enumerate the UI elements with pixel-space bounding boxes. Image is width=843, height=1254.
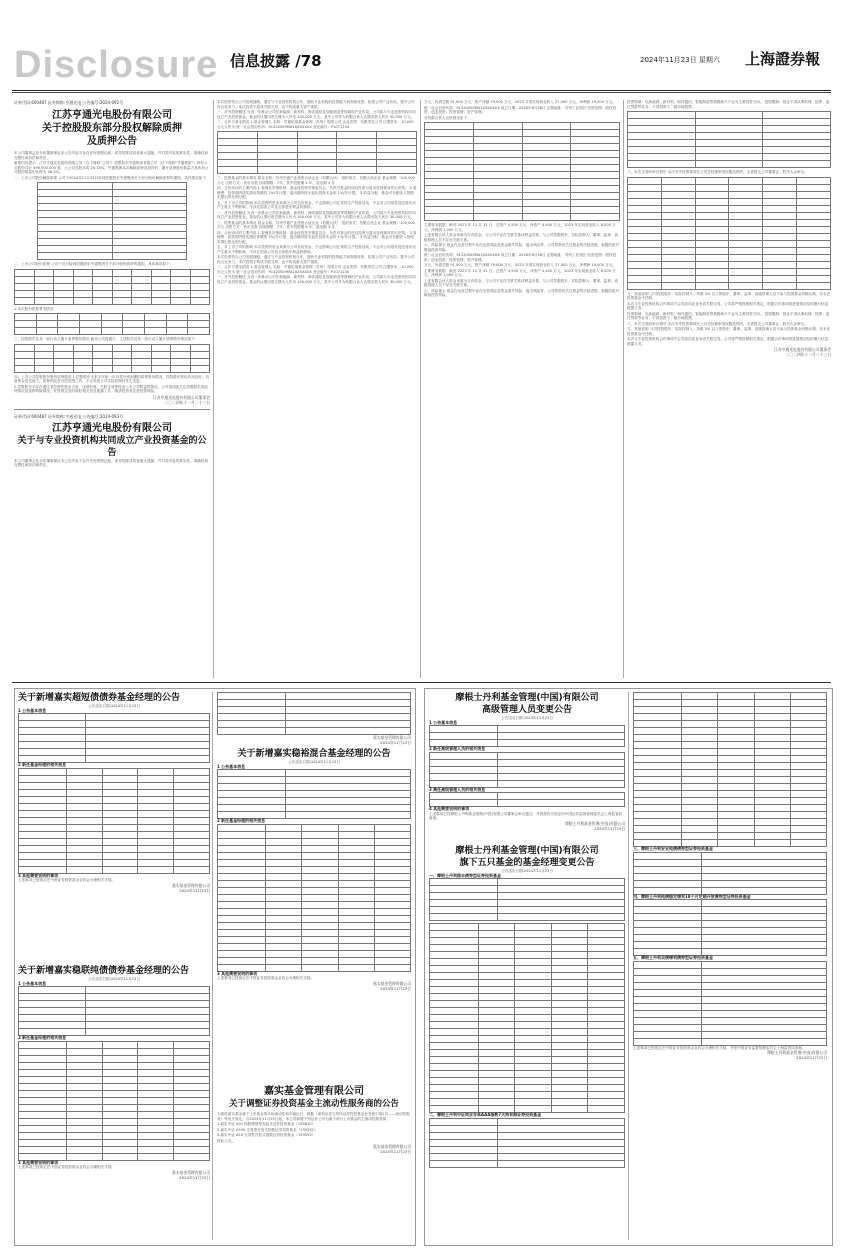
notice-title-fund: 关于与专业投资机构共同成立产业投资基金的公告 <box>17 435 207 458</box>
company-name: 摩根士丹利基金管理(中国)有限公司 <box>455 693 599 703</box>
manager-info: 二、合作方基本情况 1.基金管理人 名称：亨通私募基金管理（苏州）有限公司 企业类型：有限责任公司 注册资本：10,000 万元人民币 统一社会信用代码：91320509MA1XXXXXXX 登记编号：P1071234 <box>217 120 414 129</box>
notice-ms-manager-change <box>429 845 625 1240</box>
notice-date: 公告送出日期:2024年11月23日 <box>501 869 553 873</box>
manager-table <box>217 824 411 972</box>
impact-repeat: 五、对上市公司的影响 本次投资的资金来源为公司自有资金，不会影响公司正常的生产经营活动，不会对公司财务及经营状况产生重大不利影响，不存在损害公司及全体股东利益的情形。 <box>217 245 416 254</box>
fund-table <box>633 852 827 895</box>
fund-section-4: 四、摩根士丹利纯债稳定增利18个月定期开放债券型证券投资基金 <box>633 893 751 899</box>
section-heading: 2 新任基金经理的相关信息 <box>18 762 67 767</box>
section-heading: 3 其他需要说明的事项 <box>217 970 258 976</box>
signature-company: 嘉实基金管理有限公司 <box>373 980 411 986</box>
manager-table <box>18 768 210 874</box>
risk-statement: 2.控股股东不存在通过非经营性资金占用、违规担保、关联交易等侵害上市公司利益的情况。公司将持续关注控股股东的质押情况及质押风险情况，并按规定及时做好相关信息披露工作，敬请投资者注意投资风险。 <box>14 384 208 393</box>
issue-date: 2024年11月23日 星期六 <box>640 56 720 64</box>
basic-info-table <box>18 986 210 1036</box>
notice-body: 上述事项已按规定在中国证券投资基金业协会办理相关手续。 <box>217 976 315 980</box>
notice-harvest-liquidity <box>217 1085 411 1240</box>
partner-table <box>217 131 417 174</box>
section-heading: 2 新任基金经理的相关信息 <box>217 818 266 823</box>
notice-date: 公告送出日期:2024年11月23日 <box>288 760 340 764</box>
partnership-agreement: 四、合伙协议的主要内容 1.管理及决策机制：基金设投资决策委员会，负责对基金的项目投资与退出变现事项作出决策。 2.管理费：投资期内按实缴出资额的 2%/年计提；退出期内按未退出投资本金的 1%/年计提。 3.收益分配：基金可分配收入按照实缴出资比例分配。 <box>217 186 417 199</box>
notice-fund-column-2 <box>217 100 417 678</box>
notice-body: 上述事项已按规定在中国证券投资基金业协会办理相关手续。 <box>18 1165 116 1169</box>
notice-body: 为促进嘉实基金旗下上市基金的市场流动性和平稳运行，根据《深圳证券交易所证券投资基金业务指引第2号——流动性服务》等有关规定，自2024年11月25日起，本公司新增下列证券公司为旗下部分上市基金的主流动性服务商。 <box>217 1112 410 1121</box>
fund-section-2: 二、摩根士丹利中证同业存单AAA指数7天持有期证券投资基金 <box>429 1112 542 1117</box>
notice-harvest-stable-bond <box>18 965 210 1240</box>
fund-overview-repeat-2: 一、对外投资概述 为进一步推动公司在新能源、新材料、海洋通信及智能制造等领域的产业布局，公司拟与专业投资机构共同设立产业投资基金。基金的认缴出资总额为人民币 100,000 万元，其中公司作为有限合伙人认缴出资人民币 30,000 万元。 <box>217 275 416 284</box>
cumulative-table <box>14 344 210 373</box>
disclosure-repeat: 本次与专业投资机构合作事项不会导致同业竞争或关联交易。公司将严格按照相关规定，根据合作事项的进展情况及时履行信息披露义务。 <box>627 337 829 346</box>
notice-title: 关于控股股东部分股权解除质押 <box>42 123 182 134</box>
notice-harvest-stable-mixed <box>217 692 411 1047</box>
page-header <box>0 0 843 92</box>
basic-info-table <box>217 769 411 819</box>
signature-date: 2024年11月23日 <box>380 985 411 991</box>
risk-repeat: 六、风险提示 基金在运营过程中存在运营风险及资金损失风险、退出风险等，公司将密切关注基金的后续进展，积极防范并降低投资风险。 <box>424 288 620 297</box>
signature-date: 2024年11月23日 <box>380 1149 411 1154</box>
statement: 本公司董事会及全体董事保证本公告内容不存在任何虚假记载、误导性陈述或者重大遗漏，并对其内容的真实性、准确性和完整性承担法律责任。 <box>14 151 209 160</box>
signature-company: 摩根士丹利基金管理(中国)有限公司 <box>565 820 625 826</box>
partner-relation: 上述有限合伙人资金来源为自有资金，与公司不存在关联关系或利益安排，与公司控股股东、实际控制人、董事、监事、高级管理人员不存在关联关系。 <box>424 233 619 242</box>
notice-title: 高级管理人员变更公告 <box>481 705 572 715</box>
section-heading: 1 公告基本信息 <box>18 980 47 986</box>
disclosure-commitment: 本次与专业投资机构合作事项不会导致同业竞争或关联交易。公司将严格按照相关规定，根据合作事项的进展情况及时履行信息披露义务。 <box>627 301 829 310</box>
notice-fund-column-4 <box>627 100 831 678</box>
header-rule <box>12 90 831 91</box>
manager-table <box>633 692 827 847</box>
financials-repeat: 万元，负债总额 91,000 万元，资产净额 79,000 万元，2023 年度实现营业收入 27,000 万元，净利润 19,000 万元。 <box>424 263 616 267</box>
signature-board: 江苏亨通光电股份有限公司董事会 <box>153 394 210 400</box>
pledge-table <box>14 269 210 305</box>
release-table <box>37 182 187 260</box>
partner-relation-repeat: 上述有限合伙人资金来源为自有资金，与公司不存在关联关系或利益安排，与公司控股股东、实际控制人、董事、监事、高级管理人员不存在关联关系。 <box>424 278 619 287</box>
pledge-situation: 四、上市公司控股股东股份质押情况 1.控股股东未来半年和一年内将分别到期的质押股份情况。控股股东资信状况良好，具备资金偿还能力，质押风险在可控范围之内，不会导致公司实际控制权发生变更。 <box>14 374 210 383</box>
section-heading: 3 其他需要说明的事项 <box>18 872 59 878</box>
section-heading: 2 新任基金经理的相关信息 <box>18 1035 67 1040</box>
partner-registration: 统一社会信用代码：91320500MA1XXXXXXX 成立日期：2016年6月28日 注册地址：苏州工业园区 经营范围：股权投资；创业投资；投资管理；资产管理。 <box>424 105 617 114</box>
signature-board-2: 江苏亨通光电股份有限公司董事会 <box>774 347 831 352</box>
newspaper-masthead: 上海證券報 <box>745 50 821 68</box>
fund-item: 3.嘉实中证 A50 交易型开放式指数证券投资基金（159592） <box>217 1133 316 1137</box>
notice-title: 关于新增嘉实稳联纯债债券基金经理的公告 <box>18 966 190 976</box>
signature-date-2: 二〇二四年十一月二十三日 <box>785 352 831 357</box>
company-name: 江苏亨通光电股份有限公司 <box>52 110 172 121</box>
notice-title-line2: 及质押公告 <box>87 136 137 147</box>
company-name: 摩根士丹利基金管理(中国)有限公司 <box>455 846 599 856</box>
section-release: 一、上市公司股份解除质押 公司于2024年11月22日收到控股股东亨通集团关于部分股份解除质押的通知，具体情况如下： <box>14 175 210 180</box>
signature-date: 二〇二四年十一月二十三日 <box>164 399 210 405</box>
closing: 特此公告。 <box>217 1138 235 1143</box>
notice-body: 上述事项已按规定在中国证券投资基金业协会办理相关手续。 <box>18 878 116 882</box>
notice-code: 证券代码:600487 证券简称:亨通光电 公告编号:2024-092号 <box>14 100 124 105</box>
fund-table <box>633 961 827 1046</box>
leaving-executive-table <box>429 792 625 807</box>
fund-basic: 三、投资基金的基本情况 基金名称：苏州亨通产业投资合伙企业（有限合伙） 组织形式：有限合伙企业 基金规模：100,000 万元 出资方式：货币出资 存续期限：7年，其中投资期 4 年，退出期 3 年 <box>217 176 415 185</box>
signature-date: 2024年11月23日 <box>179 1174 210 1180</box>
notice-ms-executive-change <box>429 692 625 842</box>
company-name-2: 江苏亨通光电股份有限公司 <box>52 422 172 434</box>
notice-body: 上述事项已经摩根士丹利基金管理(中国)有限公司董事会审议通过，并将按有关规定向中国证券监督管理委员会上海监管局备案。 <box>429 811 623 820</box>
fund-summary: 本次投资符合公司发展战略，通过与专业投资机构合作，借助专业机构的投资能力和资源优势，拓展公司产业布局，提升公司综合竞争力。本次投资不构成关联交易，也不构成重大资产重组。 <box>217 100 415 109</box>
other-notes-repeat: 九、其他说明 公司控股股东、实际控制人、持股 5% 以上的股东、董事、监事、高级管理人员不参与投资基金份额认购，亦未在投资基金中任职。 <box>627 327 831 336</box>
approval-procedure: 八、本次交易的审议程序 本次对外投资事项在公司总经理审批权限范围内，无需提交公司董事会、股东大会审议。 <box>627 170 808 174</box>
partnership-repeat: 四、合伙协议的主要内容 1.管理及决策机制：基金设投资决策委员会，负责对基金的项目投资与退出变现事项作出决策。 2.管理费：投资期内按实缴出资额的 2%/年计提；退出期内按未退出投资本金的 1%/年计提。 3.收益分配：基金可分配收入按照实缴出资比例分配。 <box>217 230 417 244</box>
manager-table <box>18 1041 210 1161</box>
approval-repeat: 八、本次交易的审议程序 本次对外投资事项在公司总经理审批权限范围内，无需提交公司董事会、股东大会审议。 <box>627 321 808 326</box>
risk-warning: 六、风险提示 基金在运营过程中存在运营风险及资金损失风险、退出风险等，公司将密切关注基金的后续进展，积极防范并降低投资风险。 <box>424 243 620 252</box>
financials: 万元，负债总额 91,000 万元，资产净额 79,000 万元，2023 年度实现营业收入 27,000 万元，净利润 19,000 万元。 <box>424 100 616 104</box>
notice-date: 公告送出日期:2024年11月23日 <box>501 716 553 720</box>
partner-table-caption: 各有限合伙人出资情况如下： <box>424 115 471 120</box>
fund-item: 2.嘉实中证 A500 交易型开放式指数证券投资基金（159351） <box>217 1127 318 1132</box>
column-divider <box>212 692 213 1240</box>
pledge-basic: 1.本次股份质押基本情况 <box>14 306 54 311</box>
manager-table <box>429 923 625 1113</box>
company-name: 嘉实基金管理有限公司 <box>264 1086 364 1097</box>
continued-table <box>217 692 411 735</box>
signature-company: 嘉实基金管理有限公司 <box>373 735 411 740</box>
fund-item: 1.嘉实中证 500 指数增强型发起式证券投资基金（159610） <box>217 1122 316 1126</box>
notice-title: 关于新增嘉实稳裕混合基金经理的公告 <box>237 749 391 759</box>
section-heading: 3 其他需要说明的事项 <box>18 1159 59 1165</box>
basic-info-table <box>18 713 210 763</box>
column-divider <box>420 100 421 678</box>
contribution-table <box>424 122 620 221</box>
signature-company: 嘉实基金管理有限公司 <box>172 882 210 888</box>
signature-date: 2024年11月23日 <box>796 1055 827 1060</box>
notice-title: 关于调整证券投资基金主流动性服务商的公告 <box>228 1099 399 1109</box>
notice-fund-column-3 <box>424 100 620 678</box>
notice-title: 旗下五只基金的基金经理变更公告 <box>459 858 595 868</box>
notice-ms-manager-change-cont <box>633 692 827 1240</box>
cumulative-pledge: 三、控股股东及其一致行动人累计质押股份情况 截至公告披露日，上述股东及其一致行动人累计质押股份情况如下： <box>14 337 199 341</box>
signature-date: 2024年11月23日 <box>594 825 625 831</box>
summary-repeat: 本次投资符合公司发展战略，通过与专业投资机构合作，借助专业机构的投资能力和资源优势，拓展公司产业布局，提升公司综合竞争力。本次投资不构成关联交易，也不构成重大资产重组。 <box>217 255 415 264</box>
section-heading: 4 其他需要说明的事项 <box>429 806 470 811</box>
key-points: 重要内容提示：江苏亨通光电股份有限公司（以下简称"公司"）控股股东亨通集团有限公司（以下简称"亨通集团"）持有公司股份共计 496,500,000 股，占公司总股本的 20.13%。亨通集团本次解除质押及质押后，累计质押股份数量占其所持公司股份数量的比例为 46.5%。 <box>14 161 209 174</box>
fund-section-3: 三、摩根士丹利安业纯债债券型证券投资基金 <box>633 846 713 851</box>
section-title: 信息披露 /78 <box>230 52 322 70</box>
section-heading: 1 公告基本信息 <box>18 707 47 713</box>
section-divider <box>12 682 831 683</box>
disclosure-logo: Disclosure <box>14 44 219 86</box>
column-divider <box>213 100 214 678</box>
fund-basic-repeat: 三、投资基金的基本情况 基金名称：苏州亨通产业投资合伙企业（有限合伙） 组织形式：有限合伙企业 基金规模：100,000 万元 出资方式：货币出资 存续期限：7年，其中投资期 4 年，退出期 3 年 <box>217 220 415 229</box>
notice-harvest-ultra-short <box>18 692 210 962</box>
manager-repeat: 二、合作方基本情况 1.基金管理人 名称：亨通私募基金管理（苏州）有限公司 企业类型：有限责任公司 注册资本：10,000 万元人民币 统一社会信用代码：91320509MA1XXXXXXX 登记编号：P1071234 <box>217 265 414 274</box>
header-rule-thin <box>12 92 831 93</box>
other-notes: 九、其他说明 公司控股股东、实际控制人、持股 5% 以上的股东、董事、监事、高级管理人员不参与投资基金份额认购，亦未在投资基金中任职。 <box>627 291 831 300</box>
notice-body: 上述事项已按规定在中国证券投资基金业协会办理相关手续，并报中国证券监督管理委员会上海监管局备案。 <box>633 1045 806 1050</box>
notice-code-2: 证券代码:600487 证券简称:亨通光电 公告编号:2024-093号 <box>14 413 124 419</box>
signature-company: 摩根士丹利基金管理(中国)有限公司 <box>767 1050 827 1055</box>
new-executive-table <box>429 752 625 788</box>
fund-table-1 <box>627 111 831 168</box>
column-divider <box>628 692 629 1240</box>
investment-scope-repeat: 投资领域：以新能源、新材料、海洋通信、智能制造等战略新兴产业为主要投资方向。 投资限制：基金不得从事担保、抵押、委托贷款等业务；不得投资于二级市场股票。 <box>627 311 830 320</box>
fund-overview: 一、对外投资概述 为进一步推动公司在新能源、新材料、海洋通信及智能制造等领域的产业布局，公司拟与专业投资机构共同设立产业投资基金。基金的认缴出资总额为人民币 100,000 万元，其中公司作为有限合伙人认缴出资人民币 30,000 万元。 <box>217 110 416 119</box>
section-heading: 1 公告基本信息 <box>217 763 246 769</box>
fund-section-5: 五、摩根士丹利双债增利债券型证券投资基金 <box>633 955 713 960</box>
section-pledge: 二、上市公司股份质押 公司于近日接到控股股东亨通集团关于部分股份质押的通知，具体事项如下： <box>14 262 174 266</box>
fund-overview-repeat: 一、对外投资概述 为进一步推动公司在新能源、新材料、海洋通信及智能制造等领域的产业布局，公司拟与专业投资机构共同设立产业投资基金。基金的认缴出资总额为人民币 100,000 万元，其中公司作为有限合伙人认缴出资人民币 30,000 万元。 <box>217 210 416 219</box>
fund-table-2 <box>627 177 831 290</box>
notice-hengtong-pledge <box>14 100 210 680</box>
partner-registration-repeat: 统一社会信用代码：91320500MA1XXXXXXX 成立日期：2016年6月28日 注册地址：苏州工业园区 经营范围：股权投资；创业投资；投资管理；资产管理。 <box>424 253 617 262</box>
fund-table <box>429 878 625 921</box>
notice-date: 公告送出日期:2024年11月23日 <box>88 704 140 708</box>
pledge-detail-table <box>14 313 210 335</box>
section-heading: 3 离任高级管理人员的相关信息 <box>429 786 486 792</box>
notice-date: 公告送出日期:2024年11月23日 <box>88 977 140 981</box>
impact: 五、对上市公司的影响 本次投资的资金来源为公司自有资金，不会影响公司正常的生产经营活动，不会对公司财务及经营状况产生重大不利影响，不存在损害公司及全体股东利益的情形。 <box>217 200 416 209</box>
signature-company: 嘉实基金管理有限公司 <box>373 1144 411 1149</box>
notice-title: 关于新增嘉实超短债债券基金经理的公告 <box>18 693 181 703</box>
column-divider <box>623 100 624 678</box>
basic-info-table <box>429 725 625 747</box>
fund-table <box>633 899 827 956</box>
partner-financials: 主要财务数据：截至 2023 年 12 月 31 日，总资产 4,500 万元，净资产 4,400 万元，2023 年实现营业收入 8,000 万元，净利润 1,000 万元。 <box>424 223 616 232</box>
fund-table <box>429 1118 625 1168</box>
signature-date: 2024年11月23日 <box>380 740 411 745</box>
statement-2: 本公司董事会及全体董事保证本公告内容不存在任何虚假记载、误导性陈述或者重大遗漏，并对其内容的真实性、准确性和完整性承担法律责任。 <box>14 458 209 467</box>
section-heading: 2 新任高级管理人员的相关信息 <box>429 746 486 751</box>
partner-financials-repeat: 主要财务数据：截至 2023 年 12 月 31 日，总资产 4,500 万元，净资产 4,400 万元，2023 年实现营业收入 8,000 万元，净利润 1,000 万元。 <box>424 268 616 277</box>
investment-scope: 投资领域：以新能源、新材料、海洋通信、智能制造等战略新兴产业为主要投资方向。 投资限制：基金不得从事担保、抵押、委托贷款等业务；不得投资于二级市场股票。 <box>627 100 830 109</box>
signature-company: 嘉实基金管理有限公司 <box>172 1169 210 1175</box>
signature-date: 2024年11月23日 <box>179 887 210 893</box>
fund-section-1: 一、摩根士丹利稳丰债券型证券投资基金 <box>429 872 501 878</box>
section-heading: 1 公告基本信息 <box>429 719 458 725</box>
